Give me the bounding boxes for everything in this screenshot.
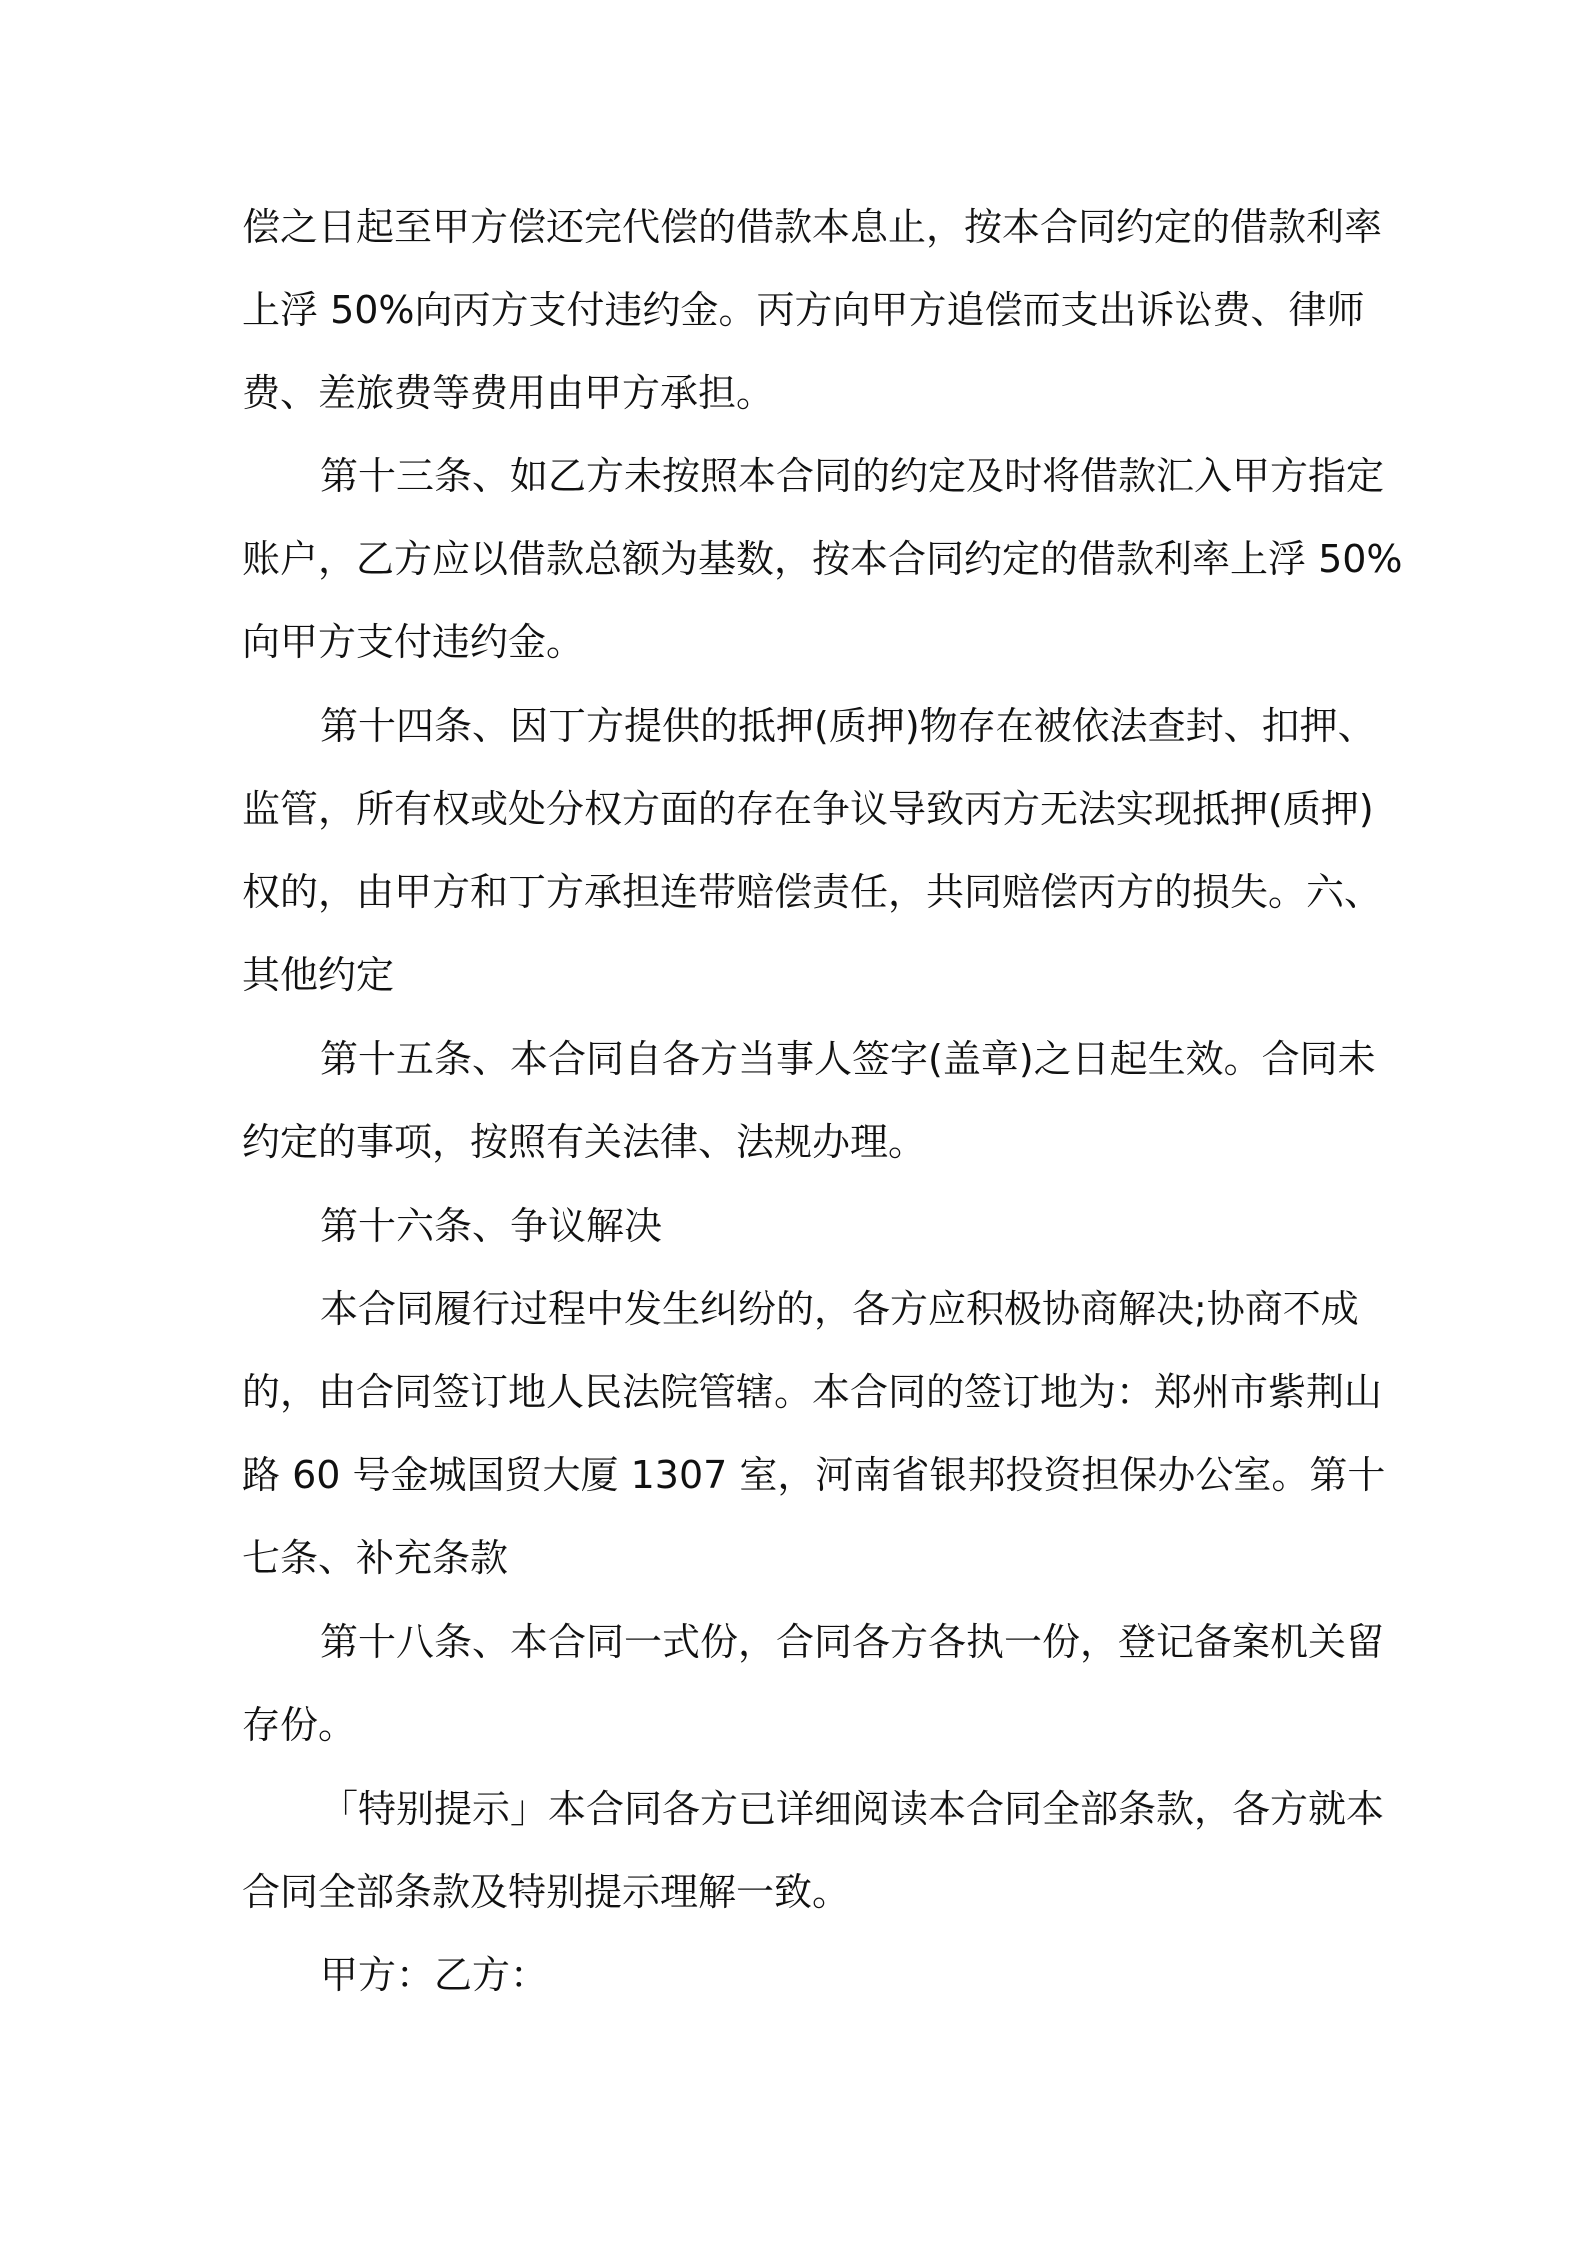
paragraph-article-16-heading bbox=[242, 1185, 1362, 1268]
paragraph-line: 账户，乙方应以借款总额为基数，按本合同约定的借款利率上浮 50% bbox=[242, 537, 1403, 581]
paragraph-dispute-resolution bbox=[242, 1268, 1386, 1600]
paragraph-line: 第十八条、本合同一式份，合同各方各执一份，登记备案机关留 bbox=[320, 1620, 1385, 1664]
paragraph-line: 向甲方支付违约金。 bbox=[242, 620, 585, 664]
paragraph-line: 存份。 bbox=[242, 1703, 357, 1747]
paragraph-line: 的，由合同签订地人民法院管辖。本合同的签订地为：郑州市紫荆山 bbox=[242, 1370, 1383, 1414]
paragraph-line: 「特别提示」本合同各方已详细阅读本合同全部条款，各方就本 bbox=[320, 1787, 1385, 1831]
paragraph-line: 权的，由甲方和丁方承担连带赔偿责任，共同赔偿丙方的损失。六、 bbox=[242, 870, 1383, 914]
paragraph-line: 本合同履行过程中发生纠纷的，各方应积极协商解决;协商不成 bbox=[320, 1287, 1359, 1331]
paragraph-line: 第十六条、争议解决 bbox=[320, 1204, 663, 1248]
paragraph-article-13 bbox=[242, 435, 1403, 684]
paragraph-line: 约定的事项，按照有关法律、法规办理。 bbox=[242, 1120, 927, 1164]
signature-line bbox=[242, 1934, 1362, 2017]
paragraph-article-18 bbox=[242, 1601, 1385, 1767]
paragraph-line: 七条、补充条款 bbox=[242, 1536, 509, 1580]
paragraph-line: 费、差旅费等费用由甲方承担。 bbox=[242, 371, 775, 415]
paragraph-special-notice bbox=[242, 1768, 1385, 1934]
paragraph-line: 监管，所有权或处分权方面的存在争议导致丙方无法实现抵押(质押) bbox=[242, 787, 1374, 831]
paragraph-line: 第十五条、本合同自各方当事人签字(盖章)之日起生效。合同未 bbox=[320, 1037, 1376, 1081]
paragraph-article-15 bbox=[242, 1018, 1376, 1184]
paragraph-line: 偿之日起至甲方偿还完代偿的借款本息止，按本合同约定的借款利率 bbox=[242, 205, 1383, 249]
party-signature-labels: 甲方：乙方： bbox=[320, 1953, 549, 1997]
paragraph-line: 第十四条、因丁方提供的抵押(质押)物存在被依法查封、扣押、 bbox=[320, 704, 1376, 748]
paragraph-line: 上浮 50%向丙方支付违约金。丙方向甲方追偿而支出诉讼费、律师 bbox=[242, 288, 1365, 332]
paragraph-line: 路 60 号金城国贸大厦 1307 室，河南省银邦投资担保办公室。第十 bbox=[242, 1453, 1386, 1497]
paragraph-line: 合同全部条款及特别提示理解一致。 bbox=[242, 1870, 851, 1914]
paragraph-line: 第十三条、如乙方未按照本合同的约定及时将借款汇入甲方指定 bbox=[320, 454, 1385, 498]
paragraph-article-14 bbox=[242, 685, 1383, 1017]
paragraph-penalty-continuation bbox=[242, 186, 1383, 435]
paragraph-line: 其他约定 bbox=[242, 953, 395, 997]
